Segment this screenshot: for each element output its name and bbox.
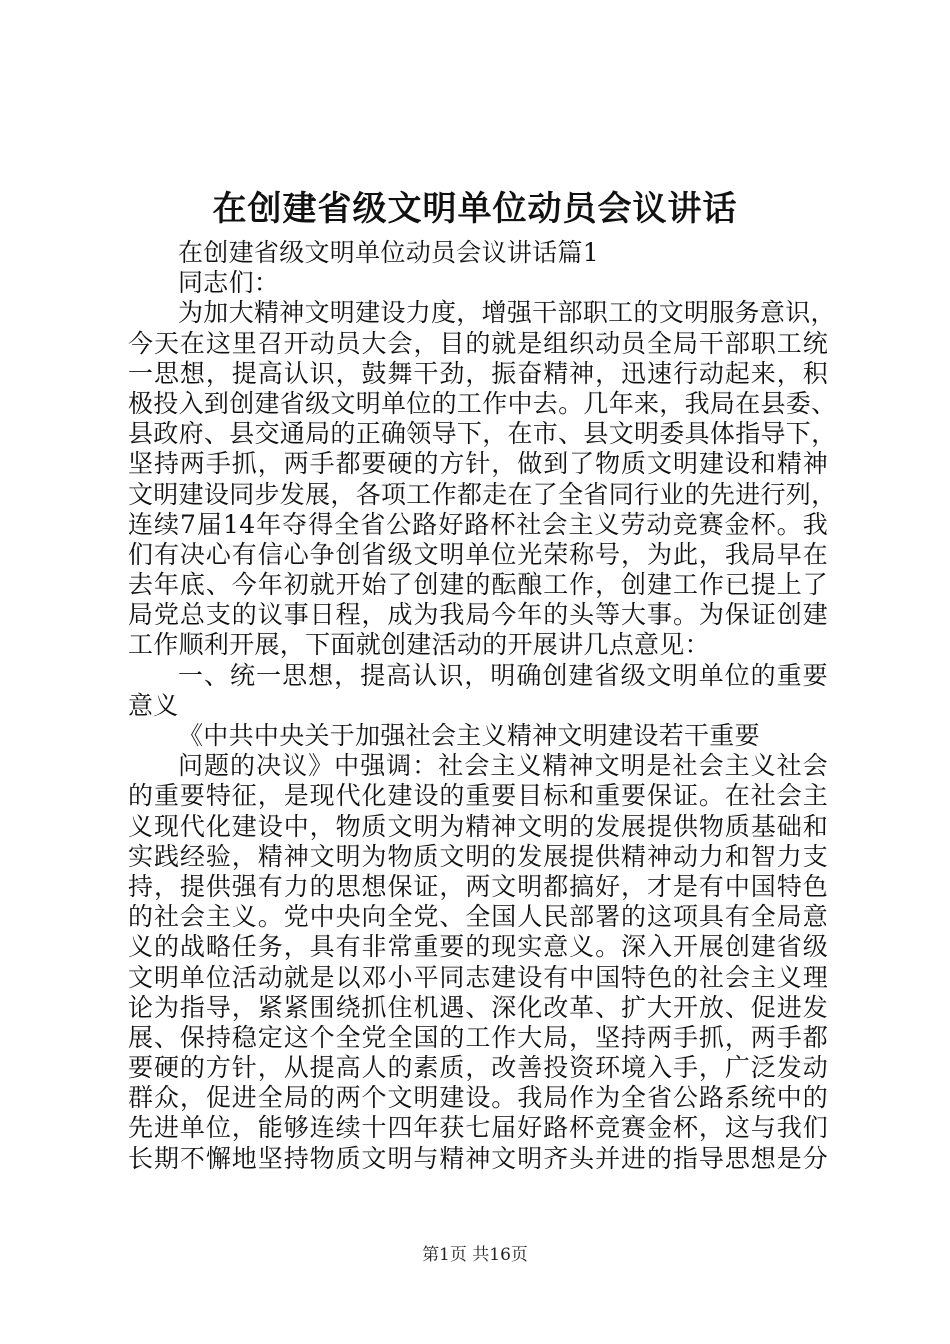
document-body xyxy=(128,238,837,1174)
text-line: 义的战略任务，具有非常重要的现实意义。深入开展创建省级 xyxy=(128,932,828,962)
text-line: 坚持两手抓，两手都要硬的方针，做到了物质文明建设和精神 xyxy=(128,449,828,479)
text-line: 要硬的方针，从提高人的素质，改善投资环境入手，广泛发动 xyxy=(128,1053,828,1083)
text-line: 文明单位活动就是以邓小平同志建设有中国特色的社会主义理 xyxy=(128,962,828,992)
text-line: 为加大精神文明建设力度，增强干部职工的文明服务意识， xyxy=(178,298,836,328)
text-line: 县政府、县交通局的正确领导下，在市、县文明委具体指导下， xyxy=(128,419,837,449)
text-line: 去年底、今年初就开始了创建的酝酿工作，创建工作已提上了 xyxy=(128,570,828,600)
text-line: 一思想，提高认识，鼓舞干劲，振奋精神，迅速行动起来，积 xyxy=(128,358,828,388)
text-line: 们有决心有信心争创省级文明单位光荣称号，为此，我局早在 xyxy=(128,539,828,569)
text-line: 论为指导，紧紧围绕抓住机遇、深化改革、扩大开放、促进发 xyxy=(128,992,828,1022)
text-line: 持，提供强有力的思想保证，两文明都搞好，才是有中国特色 xyxy=(128,871,828,901)
text-line: 问题的决议》中强调：社会主义精神文明是社会主义社会 xyxy=(178,751,828,781)
text-line: 《中共中央关于加强社会主义精神文明建设若干重要 xyxy=(178,721,760,750)
text-line: 连续7届14年夺得全省公路好路杯社会主义劳动竞赛金杯。我 xyxy=(128,509,828,539)
text-line: 一、统一思想，提高认识，明确创建省级文明单位的重要 xyxy=(178,660,828,690)
page-footer: 第1页 共16页 xyxy=(422,1245,528,1265)
text-line: 同志们： xyxy=(178,268,280,298)
text-line: 意义 xyxy=(128,690,179,720)
text-line: 在创建省级文明单位动员会议讲话篇1 xyxy=(178,238,600,267)
text-line: 长期不懈地坚持物质文明与精神文明齐头并进的指导思想是分 xyxy=(128,1143,828,1173)
text-line: 文明建设同步发展，各项工作都走在了全省同行业的先进行列， xyxy=(128,479,837,509)
text-line: 工作顺利开展，下面就创建活动的开展讲几点意见： xyxy=(128,630,710,660)
text-line: 的社会主义。党中央向全党、全国人民部署的这项具有全局意 xyxy=(128,902,828,932)
text-line: 群众，促进全局的两个文明建设。我局作为全省公路系统中的 xyxy=(128,1083,828,1113)
text-line: 实践经验，精神文明为物质文明的发展提供精神动力和智力支 xyxy=(128,841,828,871)
text-line: 极投入到创建省级文明单位的工作中去。几年来，我局在县委、 xyxy=(128,388,837,418)
text-line: 今天在这里召开动员大会，目的就是组织动员全局干部职工统 xyxy=(128,328,828,358)
text-line: 局党总支的议事日程，成为我局今年的头等大事。为保证创建 xyxy=(128,600,828,630)
text-line: 的重要特征，是现代化建设的重要目标和重要保证。在社会主 xyxy=(128,781,828,811)
text-line: 先进单位，能够连续十四年获七届好路杯竞赛金杯，这与我们 xyxy=(128,1113,828,1143)
document-title: 在创建省级文明单位动员会议讲话 xyxy=(212,189,738,229)
text-line: 义现代化建设中，物质文明为精神文明的发展提供物质基础和 xyxy=(128,811,828,841)
text-line: 展、保持稳定这个全党全国的工作大局，坚持两手抓，两手都 xyxy=(128,1022,828,1052)
